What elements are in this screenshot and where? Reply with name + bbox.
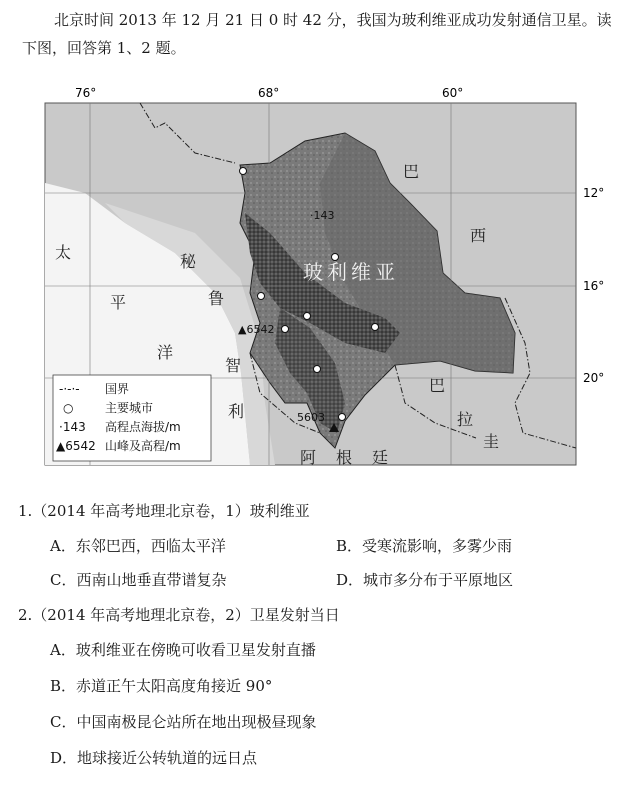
city-marker [304, 313, 311, 320]
label-paraguay-3: 圭 [483, 432, 500, 451]
label-ocean-3: 洋 [157, 343, 174, 362]
lat-label-20: 20° [583, 371, 605, 385]
lon-label-76: 76° [75, 86, 97, 100]
label-chile-1: 智 [225, 356, 242, 375]
label-ocean-2: 平 [110, 293, 127, 312]
label-peru-2: 鲁 [208, 289, 225, 308]
elevation-point-143: ·143 [310, 209, 335, 222]
lon-label-68: 68° [258, 86, 280, 100]
label-brazil-2: 西 [470, 226, 487, 245]
question-2-option-d[interactable]: D．地球接近公转轨道的远日点 [50, 749, 258, 767]
city-marker [258, 293, 265, 300]
label-chile-2: 利 [228, 402, 245, 421]
question-1-stem: 1.（2014 年高考地理北京卷，1）玻利维亚 [18, 502, 310, 520]
question-2-stem: 2.（2014 年高考地理北京卷，2）卫星发射当日 [18, 606, 340, 624]
peak-5603-label: 5603 [297, 411, 325, 424]
label-peru-1: 秘 [180, 252, 197, 271]
bolivia-map [45, 86, 605, 467]
label-brazil-1: 巴 [403, 162, 420, 181]
label-bolivia: 玻利维亚 [303, 260, 399, 284]
legend-label-city: 主要城市 [105, 401, 154, 415]
legend-symbol-elevation: ·143 [59, 420, 86, 434]
city-marker [240, 168, 247, 175]
label-paraguay-1: 巴 [429, 376, 446, 395]
question-1-option-b[interactable]: B．受寒流影响，多雾少雨 [336, 537, 513, 555]
legend-symbol-city: ○ [63, 401, 74, 415]
city-marker [332, 254, 339, 261]
legend-symbol-border: -·-·- [59, 382, 80, 396]
lat-label-16: 16° [583, 279, 605, 293]
question-1-option-c[interactable]: C．西南山地垂直带谱复杂 [50, 571, 227, 589]
legend-label-elevation: 高程点海拔/m [105, 420, 181, 434]
legend-symbol-peak: ▲6542 [56, 439, 96, 453]
label-paraguay-2: 拉 [457, 410, 474, 429]
label-argentina-1: 阿 [300, 448, 317, 467]
legend-label-border: 国界 [105, 382, 130, 396]
label-argentina-2: 根 [336, 448, 353, 467]
city-marker [282, 326, 289, 333]
label-argentina-3: 廷 [372, 448, 389, 467]
question-1-option-a[interactable]: A．东邻巴西，西临太平洋 [50, 537, 226, 555]
city-marker [339, 414, 346, 421]
map-legend [53, 375, 211, 461]
intro-text: 北京时间 2013 年 12 月 21 日 0 时 42 分，我国为玻利维亚成功发射通信卫星。读下图，回答第 1、2 题。 [22, 11, 612, 57]
question-2-option-c[interactable]: C．中国南极昆仑站所在地出现极昼现象 [50, 713, 317, 731]
question-2-option-a[interactable]: A．玻利维亚在傍晚可收看卫星发射直播 [50, 641, 316, 659]
legend-label-peak: 山峰及高程/m [105, 439, 181, 453]
question-1-option-d[interactable]: D．城市多分布于平原地区 [336, 571, 514, 589]
question-2-option-b[interactable]: B．赤道正午太阳高度角接近 90° [50, 677, 273, 695]
city-marker [372, 324, 379, 331]
lat-label-12: 12° [583, 186, 605, 200]
peak-6542: ▲6542 [238, 323, 275, 336]
city-marker [314, 366, 321, 373]
lon-label-60: 60° [442, 86, 464, 100]
label-ocean-1: 太 [55, 243, 72, 262]
